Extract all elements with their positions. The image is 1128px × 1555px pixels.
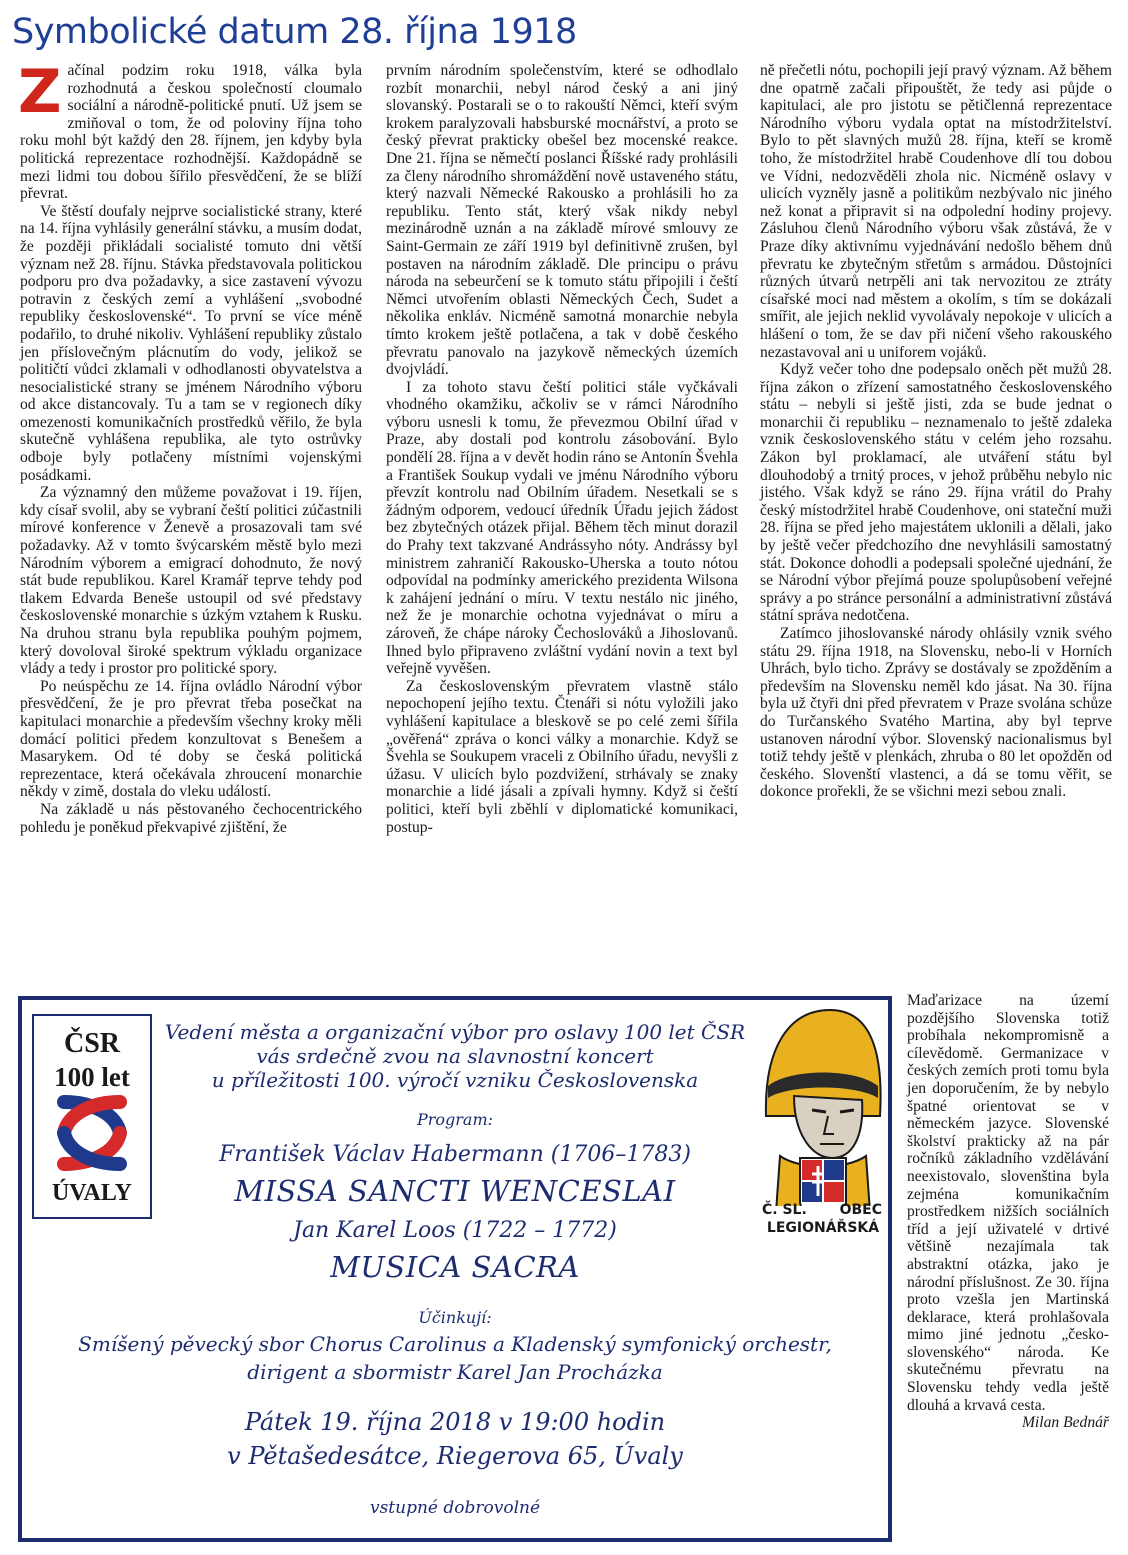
legion-logo: Č. SL. OBEC LEGIONÁŘSKÁ bbox=[760, 1006, 886, 1238]
article-paragraph: Maďarizace na území pozdějšího Slovenska totiž probíhala nekompromisně a cílevědomě. Germanizace v českých zemích proti tomu byla jen doporučením, že by nebylo špatné orientovat se v německém jazyce. Slovenské školství prakticky až na pár ročníků základního vzdělávání neexistovalo, slovenština byla zejména komunikačním prostředkem nižších sociálních tříd a její uživatelé v drtivé většině nezajímala tak abstraktní otázka, jako je národní příslušnost. Ze 30. října proto vzešla jen Martinská deklarace, která prohlašovala mimo jiné jednotu „česko-slovenského“ národa. Ke skutečnému převratu na Slovensku tehdy vedla ještě dlouhá a krvavá cesta. bbox=[907, 992, 1109, 1414]
invitation-intro-line: u příležitosti 100. výročí vzniku Československa bbox=[211, 1068, 699, 1092]
invitation-intro-line: Vedení města a organizační výbor pro oslavy 100 let ČSR bbox=[164, 1020, 746, 1044]
drop-cap: Z bbox=[18, 57, 62, 127]
concert-place: v Pětašedesátce, Riegerova 65, Úvaly bbox=[227, 1442, 683, 1470]
composer-1: František Václav Habermann (1706–1783) bbox=[219, 1142, 691, 1167]
article-column-2 bbox=[386, 62, 738, 836]
article-column-4 bbox=[907, 992, 1109, 1432]
article-paragraph: Když večer toho dne podepsalo oněch pět mužů 28. října zákon o zřízení samostatného československého státu – nebyli si ještě jisti, zda se bude jednat o monarchii či republiku – neznamenalo to ještě zdaleka vznik československého státu v celém jeho rozsahu. Zákon byl proklamací, ale utváření státu byl dlouhodobý a trnitý proces, v jehož průběhu nebylo nic jistého. Však když se ráno 29. října vrátil do Prahy český místodržitel hrabě Coudenhove, oni stateční muži 28. října se před jeho majestátem uklonili a dělali, jako by ještě večer předchozího dne nevyhlásili samostatný stát. Dokonce dohodli a podepsali společné ujednání, že se Národní výbor přejímá pouze spolupůsobení veřejné správy a po stránce personální a administrativní zůstává státní správa nedotčena. bbox=[760, 361, 1112, 625]
article-paragraph: Zatímco jihoslovanské národy ohlásily vznik svého státu 29. října 1918, na Slovensku, nebo-li v Horních Uhrách, bylo ticho. Zprávy se dostávaly se zpožděním a především na Slovensku neměl kdo jásat. Na 30. října byla už čtyři dni před převratem v Praze svolána schůze do Turčanského Svatého Martina, aby byl teprve ustanoven národní výbor. Slovenský nacionalismus byl totiž tehdy ještě v plenkách, zhruba o 80 let opožděn od českého. Slovenští vlastenci, a dá se tomu věřit, se dokonce prořekli, že se všichni mezi sebou znali. bbox=[760, 625, 1112, 801]
article-paragraph: Po neúspěchu ze 14. října ovládlo Národní výbor přesvědčení, že je pro převrat třeba posečkat na kapitulaci monarchie a především všechny kroky měli domácí politici předem konzultovat s Benešem a Masarykem. Od té doby se česká politická reprezentace, která očekávala zhroucení monarchie někdy v zimě, dostala do vleku událostí. bbox=[20, 677, 362, 801]
article-paragraph: ně přečetli nótu, pochopili její pravý význam. Až během dne opatrně začali připouštět, že tedy asi půjde o kapitulaci, ale pro jistotu se pětičlenná reprezentace Národního výboru vydala optat na místodržitelství. Bylo to pět slavných mužů 28. října, kteří se kromě toho, že místodržitel hrabě Coudenhove dlí tou dobou ve Vídni, nedozvěděli zhola nic. Nicméně oslavy v ulicích vyzněly jasně a politikům nezbývalo nic jiného než konat a připravit si na odpolední hodiny projevy. Zásluhou členů Národního výboru však zůstává, že v Praze díky aktivnímu vyjednávání nedošlo během dnů převratu ke zbytečným střetům s armádou. Důstojníci různých útvarů netrpěli ani tak nervozitou ze ztráty císařské moci nad městem a okolím, s tím se dokázali smířit, ale jejich neklid vyvolávaly nepokoje v ulicích a hlášení o tom, že se dav při ničení všeho rakouského nezastavoval ani u uniforem vojáků. bbox=[760, 62, 1112, 361]
article-paragraph: I za tohoto stavu čeští politici stále vyčkávali vhodného okamžiku, ačkoliv se v rámci Národního výboru usnesli k tomu, že převezmou Obilní úřad v Praze, aby dostali pod kontrolu zásobování. Bylo pondělí 28. října a v devět hodin ráno se Antonín Švehla a František Soukup vydali ve jménu Národního výboru převzít kontrolu nad Obilním úřadem. Nesetkali se s žádným odporem, vedoucí úředník Úřadu jejich žádost bez zbytečných otázek přijal. Během těch minut dorazil do Prahy text takzvané Andrássyho nóty. Andrássy byl ministrem zahraničí Rakousko-Uherska a touto nótou odpovídal na podmínky amerického prezidenta Wilsona k zahájení jednání o míru. V textu nestálo nic jiného, než že je monarchie ochotna vyjednávat o míru a zároveň, že chápe nároky Čechoslováků a Jihoslovanů. Ihned bylo připraveno zvláštní vydání novin a text byl veřejně vyvěšen. bbox=[386, 378, 738, 678]
performers-line: dirigent a sbormistr Karel Jan Procházka bbox=[247, 1360, 663, 1384]
work-1-title: MISSA SANCTI WENCESLAI bbox=[234, 1174, 676, 1208]
logo-years-text: 100 let bbox=[54, 1062, 130, 1092]
article-column-3 bbox=[760, 62, 1112, 801]
logo-town-text: ÚVALY bbox=[51, 1180, 133, 1206]
article-paragraph: Ve štěstí doufaly nejprve socialistické strany, které na 14. října vyhlásily generální stávku, a musím dodat, že později přikládali socialisté tomuto dni větší význam než 28. říjnu. Stávka představovala politickou podporu pro dva požadavky, a sice zastavení vývozu potravin z českých zemí a vyhlášení „svobodné republiky československé“. To první se více méně podařilo, to druhé nikoliv. Vyhlášení republiky zůstalo jen příslovečným plácnutím do vody, jelikož se političtí vůdci zklamali v odhodlanosti obyvatelstva a nesocialistické strany se jménem Národního výboru od akce distancovaly. Tu a tam se v regionech díky omezenosti komunikačních prostředků věřilo, že byla skutečně vyhlášena republika, ale tyto ostrůvky odboje byly potlačeny místními vojenskými posádkami. bbox=[20, 202, 362, 484]
article-column-1 bbox=[18, 57, 362, 836]
page-title: Symbolické datum 28. října 1918 bbox=[12, 12, 577, 52]
article-paragraph: Začínal podzim roku 1918, válka byla rozhodnutá a českou společností cloumalo sociální a národně-politické pnutí. Už jsem se zmiňoval o tom, že od poloviny října toho roku mohl být každý den 28. říjnem, jen kdyby byla politická reprezentace rozhodnější. Každopádně se mezi lidmi tou dobou šířilo přesvědčení, že se blíží převrat. bbox=[18, 57, 362, 203]
performers-label: Účinkují: bbox=[418, 1308, 492, 1327]
concert-invitation bbox=[18, 996, 892, 1542]
article-paragraph: Na základě u nás pěstovaného čechocentrického pohledu je poněkud překvapivé zjištění, že bbox=[20, 800, 362, 836]
performers-line: Smíšený pěvecký sbor Chorus Carolinus a Kladenský symfonický orchestr, bbox=[78, 1332, 832, 1356]
logo-csr-text: ČSR bbox=[63, 1028, 120, 1059]
article-paragraph: prvním národním společenstvím, které se odhodlalo rozbít monarchii, nebyl národ český a ani jiný slovanský. Postarali se o to rakouští Němci, kteří svým krokem paralyzovali habsburské mocnářství, a proto se český převrat prakticky obešel bez mocenské reakce. Dne 21. října se němečtí poslanci Říšské rady prohlásili za členy národního shromáždění nově ustaveného státu, který nazvali Německé Rakousko a prohlásili ho za republiku. Tento stát, který však nikdy nebyl mezinárodně uznán a na základě mírové smlouvy ze Saint-Germain ze září 1919 byl definitivně zrušen, byl postaven na národním základě. Dle principu o právu národa na sebeurčení se k tomuto státu připojili i čeští Němci utvořením oblasti Německých Čech, Sudet a několika enkláv. Nicméně samotná monarchie nebyla tímto krokem ještě potlačena, a tak v době českého převratu panovalo na jazykově německých územích dvojvládí. bbox=[386, 62, 738, 379]
author-signature: Milan Bednář bbox=[1021, 1414, 1109, 1432]
article-paragraph: Za československým převratem vlastně stálo nepochopení jejího textu. Čtenáři si nótu vyložili jako vyhlášení kapitulace a bleskově se po celé zemi šířila „ověřená“ zpráva o konci války a monarchie. Když se Švehla se Soukupem vraceli z Obilního úřadu, nevyšli z úžasu. V ulicích bylo pozdvižení, strhávaly se znaky monarchie a lidé jásali a zpívali hymny. Když si čeští politici, kteří byli zběhlí v diplomatické komunikaci, postup- bbox=[386, 677, 738, 836]
composer-2: Jan Karel Loos (1722 – 1772) bbox=[293, 1218, 617, 1243]
concert-date: Pátek 19. října 2018 v 19:00 hodin bbox=[244, 1408, 666, 1436]
invitation-intro-line: vás srdečně zvou na slavnostní koncert bbox=[256, 1044, 654, 1068]
work-2-title: MUSICA SACRA bbox=[330, 1250, 580, 1284]
program-label: Program: bbox=[416, 1110, 494, 1129]
entry-fee-note: vstupné dobrovolné bbox=[369, 1498, 541, 1518]
article-paragraph: Za významný den můžeme považovat i 19. říjen, kdy císař svolil, aby se vybraní čeští politici zúčastnili mírové konference v Ženevě a prosazovali tam své požadavky. Až v tomto švýcarském městě bylo mezi Národním výborem a emigrací dohodnuto, že nový stát bude republikou. Karel Kramář teprve tehdy pod tlakem Edvarda Beneše ustoupil od své představy československé monarchie s úzkým vztahem k Rusku. Na druhou stranu byla republika pouhým pojmem, který dovoloval široké spektrum výkladu organizace vlády a tedy i prostor pro politické spory. bbox=[20, 484, 362, 678]
